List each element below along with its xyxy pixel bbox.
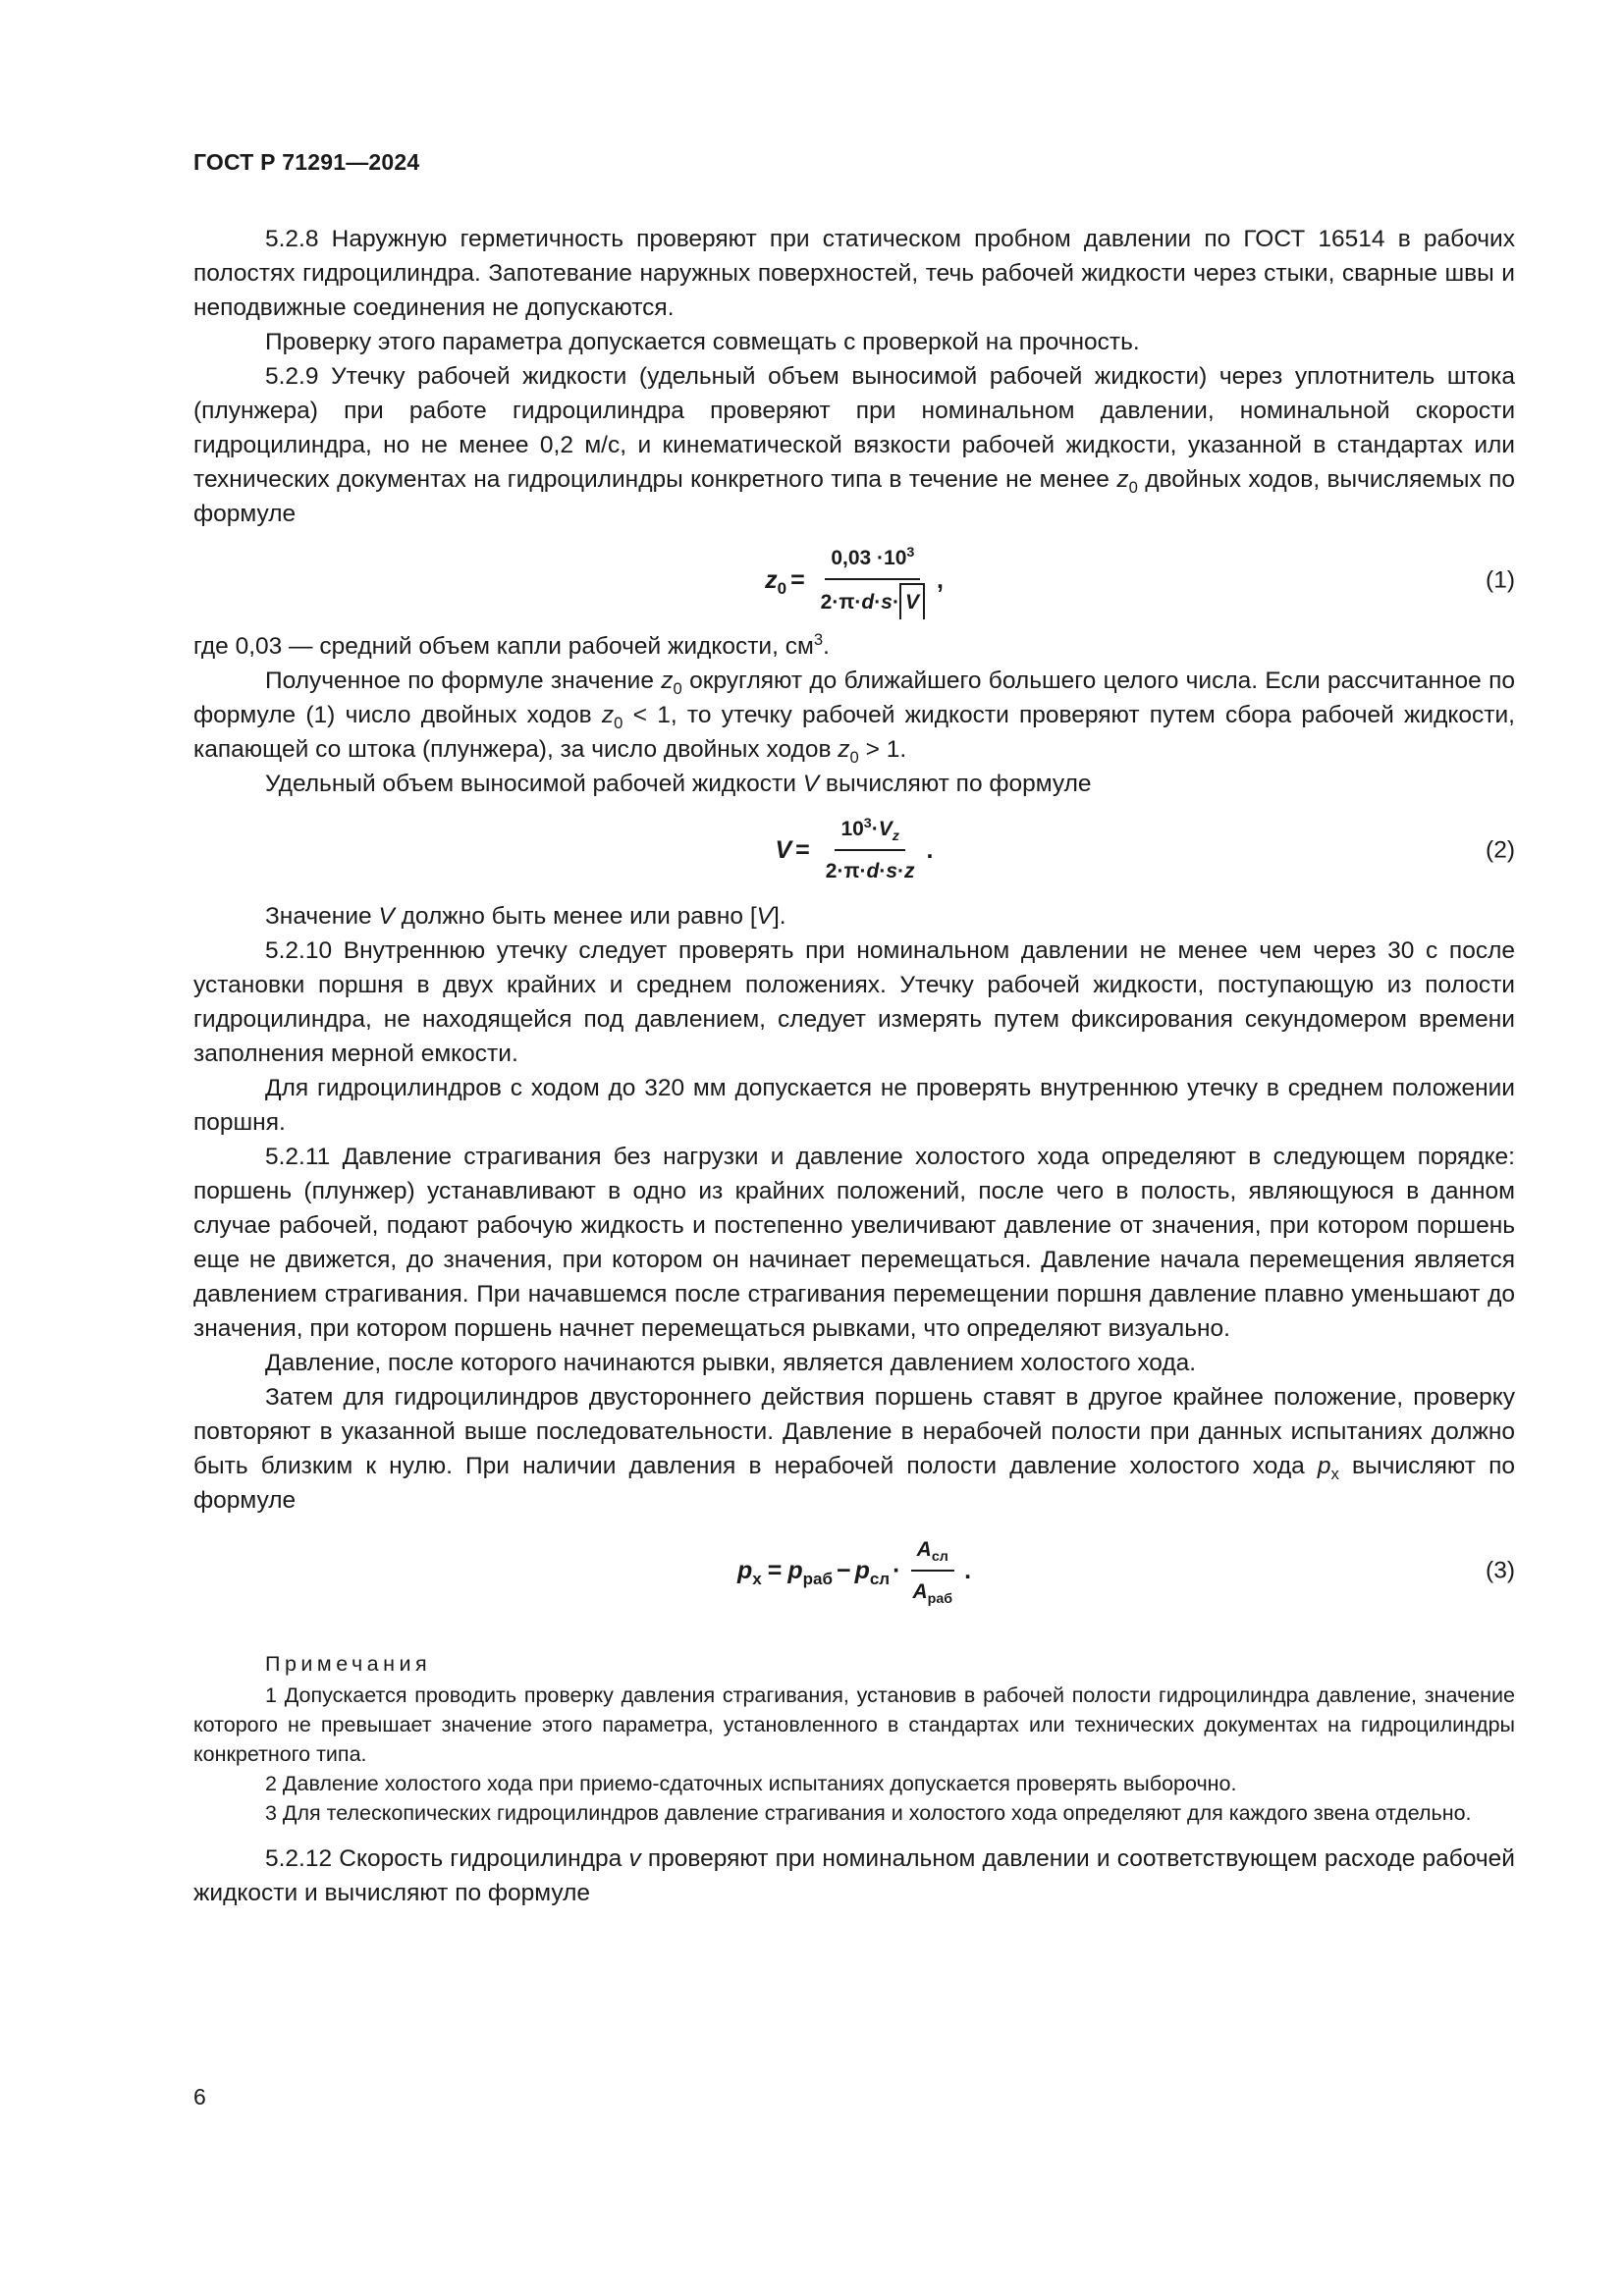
formula-1-explanation: где 0,03 — средний объем капли рабочей жидкости, $см^3$. [193, 629, 830, 660]
paragraph-v-limit: Значение V должно быть менее или равно [V]. [265, 903, 786, 930]
formula-1-fraction: $\frac{0,03 \cdot 10^3}{2\cdot\pi\cdot d\cdot s\cdot V}$ [815, 541, 931, 619]
formula-2: V = $\frac{10^3\cdot V_z}{2\cdot\pi\cdot d\cdot s\cdot z}$ . (2) [193, 801, 1515, 899]
notes-title: Примечания [265, 1652, 432, 1676]
paragraph-combine-check: Проверку этого параметра допускается совмещать с проверкой на прочность. [265, 329, 1140, 355]
paragraph-5-2-9: 5.2.9 Утечку рабочей жидкости (удельный объем выносимой рабочей жидкости) через уплотнитель штока (плунжера) при работе гидроцилиндра проверяют при номинальном давлении, номинальной скорости гидроцилиндра, но не менее 0,2 м/с, и кинематической вязкости рабочей жидкости, указанной в стандартах или технических документах на гидроцилиндры конкретного типа в течение не менее $z_0$ двойных ходов, вычисляемых по формуле [193, 363, 1515, 527]
paragraph-short-stroke: Для гидроцилиндров с ходом до 320 мм допускается не проверять внутреннюю утечку в среднем положении поршня. [193, 1075, 1515, 1136]
paragraph-rounding: Полученное по формуле значение $z_0$ округляют до ближайшего большего целого числа. Если рассчитанное по формуле (1) число двойных ходов $z_0 < 1$, то утечку рабочей жидкости проверяют путем сбора рабочей жидкости, капающей со штока (плунжера), за число двойных ходов $z_0 > 1$. [193, 667, 1515, 767]
formula-3-number: (3) [1486, 1557, 1515, 1584]
paragraph-5-2-12: 5.2.12 Скорость гидроцилиндра v проверяют при номинальном давлении и соответствующем расходе рабочей жидкости и вычисляют по формуле [193, 1845, 1515, 1906]
formula-2-number: (2) [1486, 836, 1515, 864]
paragraph-5-2-11: 5.2.11 Давление страгивания без нагрузки и давление холостого хода определяют в следующем порядке: поршень (плунжер) устанавливают в одно из крайних положений, после чего в полость, являющуюся в данном случае рабочей, подают рабочую жидкость и постепенно увеличивают давление от значения, при котором поршень еще не движется, до значения, при котором он начинает перемещаться. Давление начала перемещения является давлением страгивания. При начавшемся после страгивания перемещении поршня давление плавно уменьшают до значения, при котором поршень начнет перемещаться рывками, что определяют визуально. [193, 1144, 1515, 1342]
formula-2-fraction: $\frac{10^3\cdot V_z}{2\cdot\pi\cdot d\cdot s\cdot z}$ [820, 812, 921, 888]
paragraph-double-acting: Затем для гидроцилиндров двустороннего действия поршень ставят в другое крайнее положение, проверку повторяют в указанной выше последовательности. Давление в нерабочей полости при данных испытаниях должно быть близким к нулю. При наличии давления в нерабочей полости давление холостого хода $p_х$ вычисляют по формуле [193, 1384, 1515, 1514]
document-header: ГОСТ Р 71291—2024 [193, 149, 420, 175]
formula-3-fraction: $\frac{A_{сл}}{A_{раб}}$ [906, 1532, 958, 1609]
note-3: 3 Для телескопических гидроцилиндров давление страгивания и холостого хода определяют для каждого звена отдельно. [265, 1801, 1472, 1825]
formula-1-number: (1) [1486, 566, 1515, 594]
page-number: 6 [193, 2084, 206, 2109]
paragraph-5-2-8: 5.2.8 Наружную герметичность проверяют при статическом пробном давлении по ГОСТ 16514 в рабочих полостях гидроцилиндра. Запотевание наружных поверхностей, течь рабочей жидкости через стыки, сварные швы и неподвижные соединения не допускаются. [193, 226, 1515, 321]
formula-1: $z_0$ = $\frac{0,03 \cdot 10^3}{2\cdot\pi\cdot d\cdot s\cdot V}$ , (1) [193, 531, 1515, 629]
document-body [193, 222, 1515, 1910]
note-1: 1 Допускается проводить проверку давления страгивания, установив в рабочей полости гидроцилиндра давление, значение которого не превышает значение этого параметра, установленного в стандартах или технических документах на гидроцилиндры конкретного типа. [193, 1683, 1515, 1766]
paragraph-5-2-10: 5.2.10 Внутреннюю утечку следует проверять при номинальном давлении не менее чем через 30 с после установки поршня в двух крайних и среднем положениях. Утечку рабочей жидкости, поступающую из полости гидроцилиндра, не находящейся под давлением, следует измерять путем фиксирования секундомером времени заполнения мерной емкости. [193, 937, 1515, 1067]
paragraph-idle-pressure: Давление, после которого начинаются рывки, является давлением холостого хода. [265, 1350, 1197, 1376]
formula-3: $p_х$ = $p_{раб}$ − $p_{сл}$ · $\frac{A_{сл}}{A_{раб}}$ . (3) [193, 1518, 1515, 1624]
note-2: 2 Давление холостого хода при приемо-сдаточных испытаниях допускается проверять выборочно. [265, 1772, 1237, 1795]
paragraph-specific-volume: Удельный объем выносимой рабочей жидкости V вычисляют по формуле [265, 771, 1092, 797]
notes-block [193, 1649, 1515, 1828]
